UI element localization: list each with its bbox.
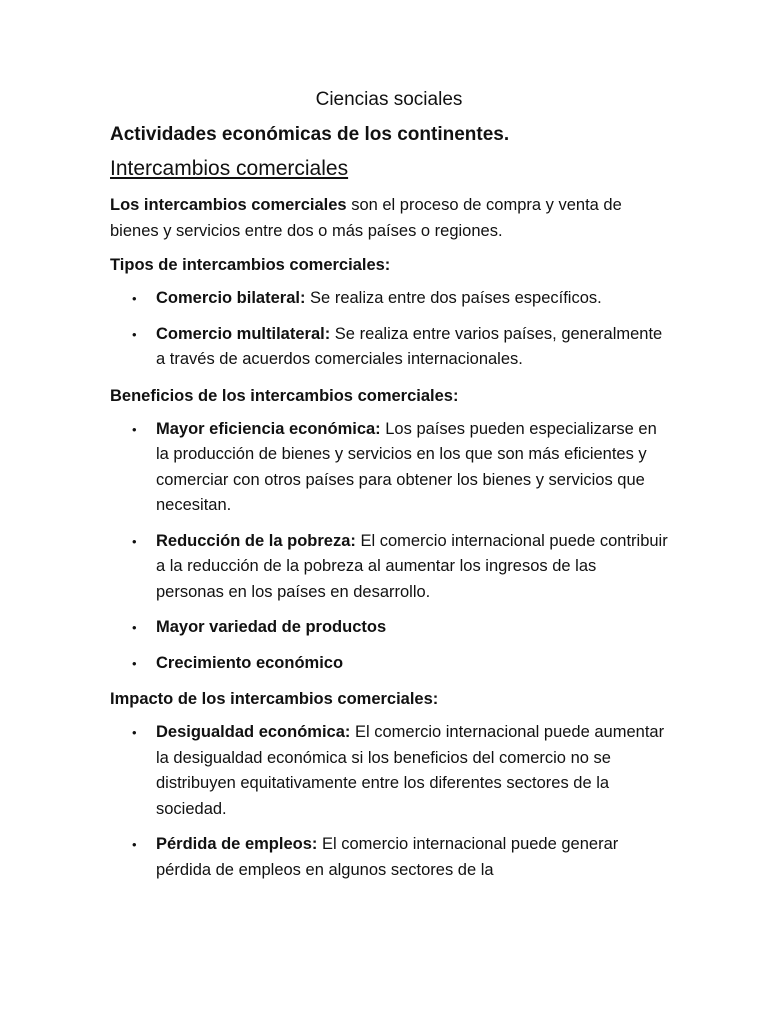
item-bold: Comercio bilateral: bbox=[156, 289, 306, 307]
bullet-icon: • bbox=[132, 725, 137, 740]
bullet-icon: • bbox=[132, 291, 137, 306]
item-bold: Comercio multilateral: bbox=[156, 324, 331, 343]
item-bold: Reducción de la pobreza: bbox=[156, 531, 356, 550]
item-text: Los países pueden especializarse en la producción de bienes y servicios en los que son más eficientes y comerciar con otros países para obtener los bienes y servicios que necesitan. bbox=[156, 419, 657, 514]
bullet-icon: • bbox=[132, 421, 137, 437]
tipos-heading: Tipos de intercambios comerciales: bbox=[110, 256, 391, 274]
item-text: Se realiza entre dos países específicos. bbox=[305, 289, 602, 307]
bullet-icon: • bbox=[132, 837, 137, 852]
intro-paragraph bbox=[110, 192, 668, 244]
intro-text: son el proceso de compra y venta de bienes y servicios entre dos o más países o regiones. bbox=[110, 196, 622, 240]
tipos-list bbox=[110, 286, 668, 373]
list-item bbox=[110, 720, 668, 822]
beneficios-heading: Beneficios de los intercambios comerciales: bbox=[110, 386, 459, 405]
list-item bbox=[110, 615, 668, 641]
list-item bbox=[110, 322, 668, 373]
impacto-list bbox=[110, 720, 668, 883]
beneficios-list bbox=[110, 417, 668, 677]
intro-bold: Los intercambios comerciales bbox=[110, 196, 347, 214]
item-bold: Mayor variedad de productos bbox=[156, 618, 387, 636]
list-item bbox=[110, 651, 668, 677]
item-text: El comercio internacional puede contribuir a la reducción de la pobreza al aumentar los ingresos de las personas en los países en desarrollo. bbox=[156, 531, 668, 601]
item-bold: Desigualdad económica: bbox=[156, 723, 351, 741]
section-heading: Intercambios comerciales bbox=[110, 157, 349, 180]
list-item bbox=[110, 529, 668, 606]
list-item bbox=[110, 832, 668, 883]
item-text: Se realiza entre varios países, generalmente a través de acuerdos comerciales internacionales. bbox=[156, 324, 663, 368]
bullet-icon: • bbox=[132, 655, 137, 671]
list-item bbox=[110, 417, 668, 519]
impacto-heading: Impacto de los intercambios comerciales: bbox=[110, 690, 439, 708]
document-title: Ciencias sociales bbox=[315, 89, 463, 110]
item-text: El comercio internacional puede aumentar la desigualdad económica si los beneficios del comercio no se distribuyen equitativamente entre los diferentes sectores de la sociedad. bbox=[156, 723, 665, 818]
item-text: El comercio internacional puede generar pérdida de empleos en algunos sectores de la bbox=[156, 835, 619, 879]
document-subtitle: Actividades económicas de los continentes. bbox=[110, 124, 510, 145]
bullet-icon: • bbox=[132, 620, 137, 635]
item-bold: Crecimiento económico bbox=[156, 653, 344, 672]
item-bold: Pérdida de empleos: bbox=[156, 835, 318, 853]
bullet-icon: • bbox=[132, 533, 137, 549]
item-bold: Mayor eficiencia económica: bbox=[156, 419, 381, 438]
list-item bbox=[110, 286, 668, 312]
bullet-icon: • bbox=[132, 326, 137, 342]
